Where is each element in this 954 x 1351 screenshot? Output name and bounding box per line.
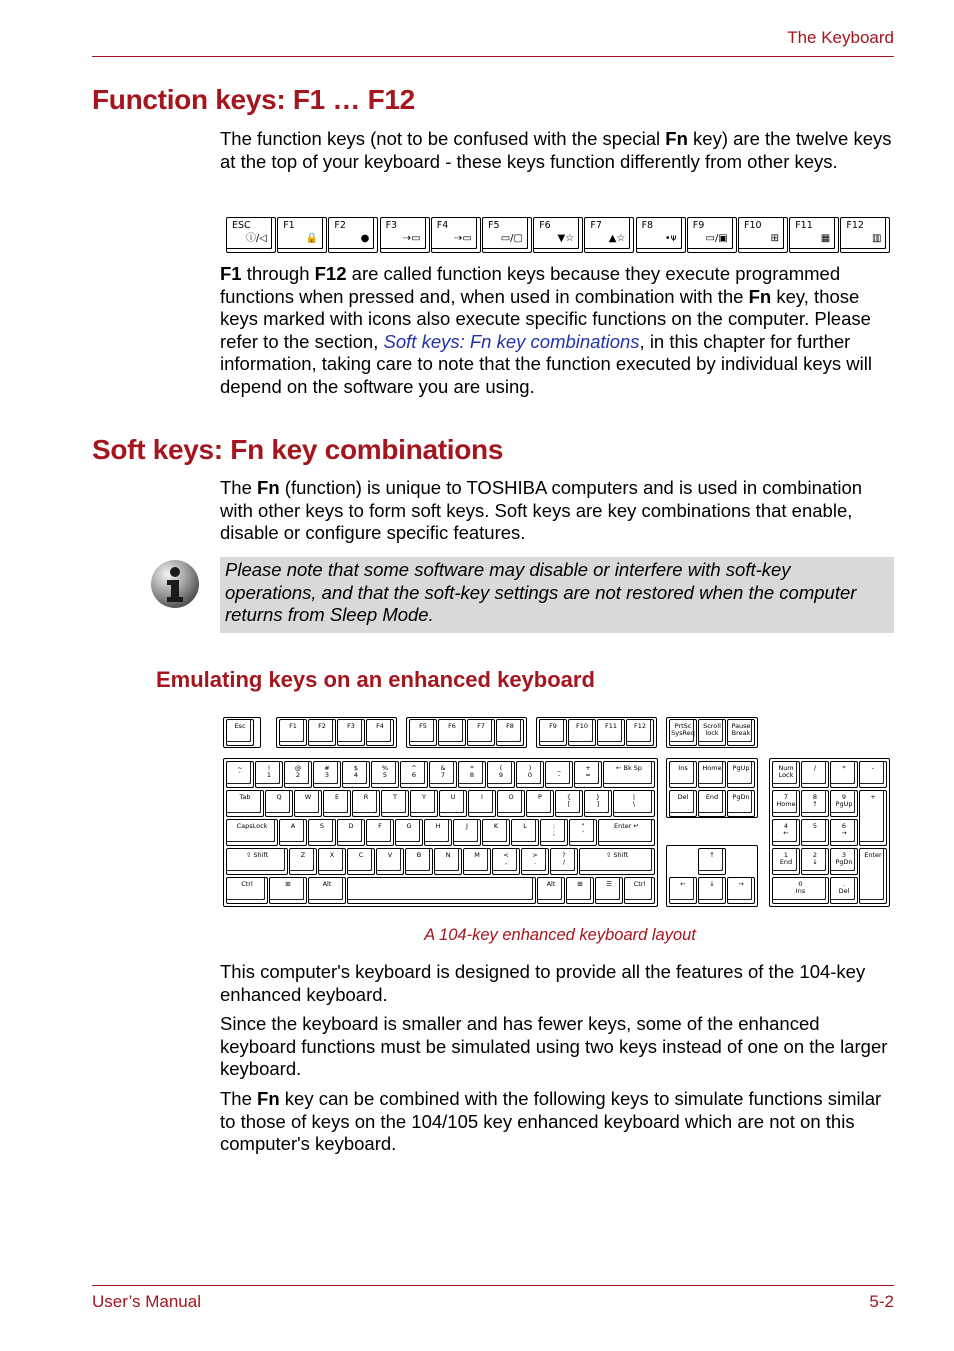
key-kp7: 7 Home: [772, 790, 800, 817]
key-lctrl: Ctrl: [226, 877, 268, 904]
fkey-label: F5: [488, 220, 500, 231]
footer-page-number: 5-2: [869, 1292, 894, 1311]
key-quote: " ': [569, 819, 597, 846]
key-f9: F9: [539, 719, 567, 746]
key-kp6: 6 →: [830, 819, 858, 846]
key-e: E: [323, 790, 351, 817]
key-w: W: [294, 790, 322, 817]
key-kp0: 0 Ins: [772, 877, 829, 904]
fkey-symbol-icon: ⓘ/◁: [245, 233, 267, 244]
key-scroll: Scroll lock: [698, 719, 726, 746]
fkey-label: F11: [795, 220, 813, 231]
key-n3: # 3: [313, 761, 341, 788]
key-n1: ! 1: [255, 761, 283, 788]
fkey-symbol-icon: •ᴪ: [664, 233, 677, 244]
fkey-11: [789, 217, 839, 253]
key-u: U: [439, 790, 467, 817]
key-i: I: [468, 790, 496, 817]
key-kpminus: -: [859, 761, 887, 788]
key-rshift: ⇧ Shift: [579, 848, 655, 875]
fkey-label: F6: [539, 220, 551, 231]
key-minus: _ -: [545, 761, 573, 788]
key-o: O: [497, 790, 525, 817]
fkey-label: F1: [283, 220, 295, 231]
key-h: H: [424, 819, 452, 846]
key-f7: F7: [467, 719, 495, 746]
key-kp5: 5: [801, 819, 829, 846]
fkey-label: F7: [590, 220, 602, 231]
paragraph-simulated-keys: Since the keyboard is smaller and has fewer keys, some of the enhanced keyboard functions must be simulated using two keys instead of one on the larger keyboard.: [220, 1013, 888, 1080]
key-space: [347, 877, 536, 904]
key-ins: Ins: [669, 761, 697, 788]
key-g: G: [395, 819, 423, 846]
key-f6: F6: [438, 719, 466, 746]
key-f11: F11: [597, 719, 625, 746]
key-k: K: [482, 819, 510, 846]
key-rctrl: Ctrl: [624, 877, 655, 904]
key-menu: ☰: [595, 877, 623, 904]
fkey-label: F2: [334, 220, 346, 231]
key-lwin: ⊞: [269, 877, 307, 904]
key-enter: Enter ↵: [598, 819, 655, 846]
paragraph-soft-keys: The Fn (function) is unique to TOSHIBA computers and is used in combination with other keys to form soft keys. Soft keys are key combinations that enable, disable or configure specific features.: [220, 477, 863, 544]
key-tilde: ~ `: [226, 761, 254, 788]
fkey-symbol-icon: ▭/▣: [705, 233, 728, 244]
key-j: J: [453, 819, 481, 846]
key-f4: F4: [366, 719, 394, 746]
key-left: ←: [669, 877, 697, 904]
key-d: D: [337, 819, 365, 846]
fkey-symbol-icon: ▼☆: [557, 233, 575, 244]
note-box: [220, 557, 894, 633]
fkey-8: [636, 217, 686, 253]
key-f1: F1: [279, 719, 307, 746]
paragraph-keyboard-design: This computer's keyboard is designed to provide all the features of the 104-key enhanced keyboard.: [220, 961, 866, 1005]
paragraph-function-keys-detail: F1 through F12 are called function keys because they execute programmed functions when pressed and, when used in combination with the Fn key, those keys marked with icons also execute specific functions on the computer. Please refer to the section, Soft keys: Fn key combinations, in this chapter for further information, taking care to note that the function executed by individual keys will depend on the software you are using.: [220, 263, 872, 397]
fkey-symbol-icon: ⇢▭: [402, 233, 421, 244]
key-b: B: [405, 848, 433, 875]
footer-manual-title: User’s Manual: [92, 1292, 201, 1311]
key-home: Home: [698, 761, 726, 788]
key-f5: F5: [409, 719, 437, 746]
key-kpdot: . Del: [830, 877, 858, 904]
note-text: Please note that some software may disable or interfere with soft-key operations, and that the soft-key settings are not restored when the computer returns from Sleep Mode.: [225, 559, 857, 626]
key-up: ↑: [698, 848, 726, 875]
key-s: S: [308, 819, 336, 846]
heading-emulating-keys: Emulating keys on an enhanced keyboard: [156, 667, 595, 692]
key-semi: : ;: [540, 819, 568, 846]
key-equal: + =: [574, 761, 602, 788]
key-kp4: 4 ←: [772, 819, 800, 846]
key-r: R: [352, 790, 380, 817]
key-rbr: } ]: [584, 790, 612, 817]
fkey-6: [533, 217, 583, 253]
key-f: F: [366, 819, 394, 846]
key-down: ↓: [698, 877, 726, 904]
fkey-label: F4: [436, 220, 449, 231]
key-p: P: [526, 790, 554, 817]
fkey-4: [431, 217, 481, 253]
key-kpenter: Enter: [859, 848, 887, 904]
key-lalt: Alt: [308, 877, 346, 904]
key-lshift: ⇧ Shift: [226, 848, 288, 875]
key-kp8: 8 ↑: [801, 790, 829, 817]
key-z: Z: [289, 848, 317, 875]
fkey-7: [584, 217, 634, 253]
key-f10: F10: [568, 719, 596, 746]
heading-function-keys: Function keys: F1 … F12: [92, 84, 415, 115]
fkey-3: [380, 217, 430, 253]
key-period: > .: [521, 848, 549, 875]
key-rwin: ⊞: [566, 877, 594, 904]
fkey-label: F9: [692, 220, 705, 231]
key-kp9: 9 PgUp: [830, 790, 858, 817]
key-m: M: [463, 848, 491, 875]
key-t: T: [381, 790, 409, 817]
key-kpmul: *: [830, 761, 858, 788]
key-f8: F8: [496, 719, 524, 746]
key-kp1: 1 End: [772, 848, 800, 875]
key-caps: CapsLock: [226, 819, 278, 846]
fkey-9: [687, 217, 737, 253]
key-n0: ) 0: [516, 761, 544, 788]
key-kpplus: +: [859, 790, 887, 846]
figure-caption: A 104-key enhanced keyboard layout: [424, 926, 696, 944]
key-esc: Esc: [226, 719, 254, 746]
fkey-symbol-icon: ●: [360, 233, 370, 244]
link-soft-keys[interactable]: Soft keys: Fn key combinations: [383, 330, 640, 352]
fkey-0: [226, 217, 276, 253]
fkey-symbol-icon: ▭/▢: [500, 233, 523, 244]
fkey-label: ESC: [232, 220, 251, 231]
key-n6: ^ 6: [400, 761, 428, 788]
key-v: V: [376, 848, 404, 875]
fkey-symbol-icon: ⇢▭: [453, 233, 472, 244]
fkey-label: F12: [846, 220, 864, 231]
key-f3: F3: [337, 719, 365, 746]
key-end: End: [698, 790, 726, 817]
fkey-symbol-icon: ⊞: [770, 233, 779, 244]
key-n: N: [434, 848, 462, 875]
paragraph-function-keys-intro: The function keys (not to be confused with the special Fn key) are the twelve keys at the top of your keyboard - these keys function differently from other keys.: [220, 128, 892, 172]
key-y: Y: [410, 790, 438, 817]
fkey-symbol-icon: ▲☆: [608, 233, 626, 244]
key-n2: @ 2: [284, 761, 312, 788]
key-numlock: Num Lock: [772, 761, 800, 788]
key-slash: ? /: [550, 848, 578, 875]
key-n7: & 7: [429, 761, 457, 788]
key-prtsc: PrtSc SysReq: [669, 719, 697, 746]
footer-rule: [92, 1285, 894, 1286]
key-x: X: [318, 848, 346, 875]
key-right: →: [727, 877, 755, 904]
fkey-label: F8: [641, 220, 654, 231]
key-bslash: | \: [613, 790, 655, 817]
key-f2: F2: [308, 719, 336, 746]
heading-soft-keys: Soft keys: Fn key combinations: [92, 434, 504, 465]
key-ralt: Alt: [537, 877, 565, 904]
fkey-label: F10: [744, 220, 762, 231]
header-rule: [92, 56, 894, 57]
key-a: A: [279, 819, 307, 846]
fkey-5: [482, 217, 532, 253]
fkey-12: [840, 217, 890, 253]
key-n9: ( 9: [487, 761, 515, 788]
key-q: Q: [265, 790, 293, 817]
key-bksp: ← Bk Sp: [603, 761, 655, 788]
key-pgdn: PgDn: [727, 790, 755, 817]
paragraph-fn-combination: The Fn key can be combined with the following keys to simulate functions similar to those of keys on the 104/105 key enhanced keyboard which are not on this computer's keyboard.: [220, 1088, 882, 1155]
key-f12: F12: [626, 719, 654, 746]
keyboard-diagram: [222, 716, 890, 908]
fkey-2: [328, 217, 378, 253]
fkey-label: F3: [385, 220, 398, 231]
key-l: L: [511, 819, 539, 846]
fkey-symbol-icon: ▦: [820, 233, 831, 244]
fkey-10: [738, 217, 788, 253]
info-icon: [150, 559, 200, 609]
key-pgup: PgUp: [727, 761, 755, 788]
key-n5: % 5: [371, 761, 399, 788]
key-comma: < ,: [492, 848, 520, 875]
key-kpdiv: /: [801, 761, 829, 788]
function-key-strip: [226, 217, 888, 255]
fkey-1: [277, 217, 327, 253]
fkey-symbol-icon: ▥: [871, 233, 882, 244]
key-n4: $ 4: [342, 761, 370, 788]
running-header: The Keyboard: [787, 28, 894, 47]
key-kp2: 2 ↓: [801, 848, 829, 875]
fkey-symbol-icon: 🔒: [305, 233, 319, 244]
key-n8: * 8: [458, 761, 486, 788]
key-tab: Tab: [226, 790, 264, 817]
key-kp3: 3 PgDn: [830, 848, 858, 875]
key-c: C: [347, 848, 375, 875]
key-del: Del: [669, 790, 697, 817]
key-lbr: { [: [555, 790, 583, 817]
key-pause: Pause Break: [727, 719, 755, 746]
